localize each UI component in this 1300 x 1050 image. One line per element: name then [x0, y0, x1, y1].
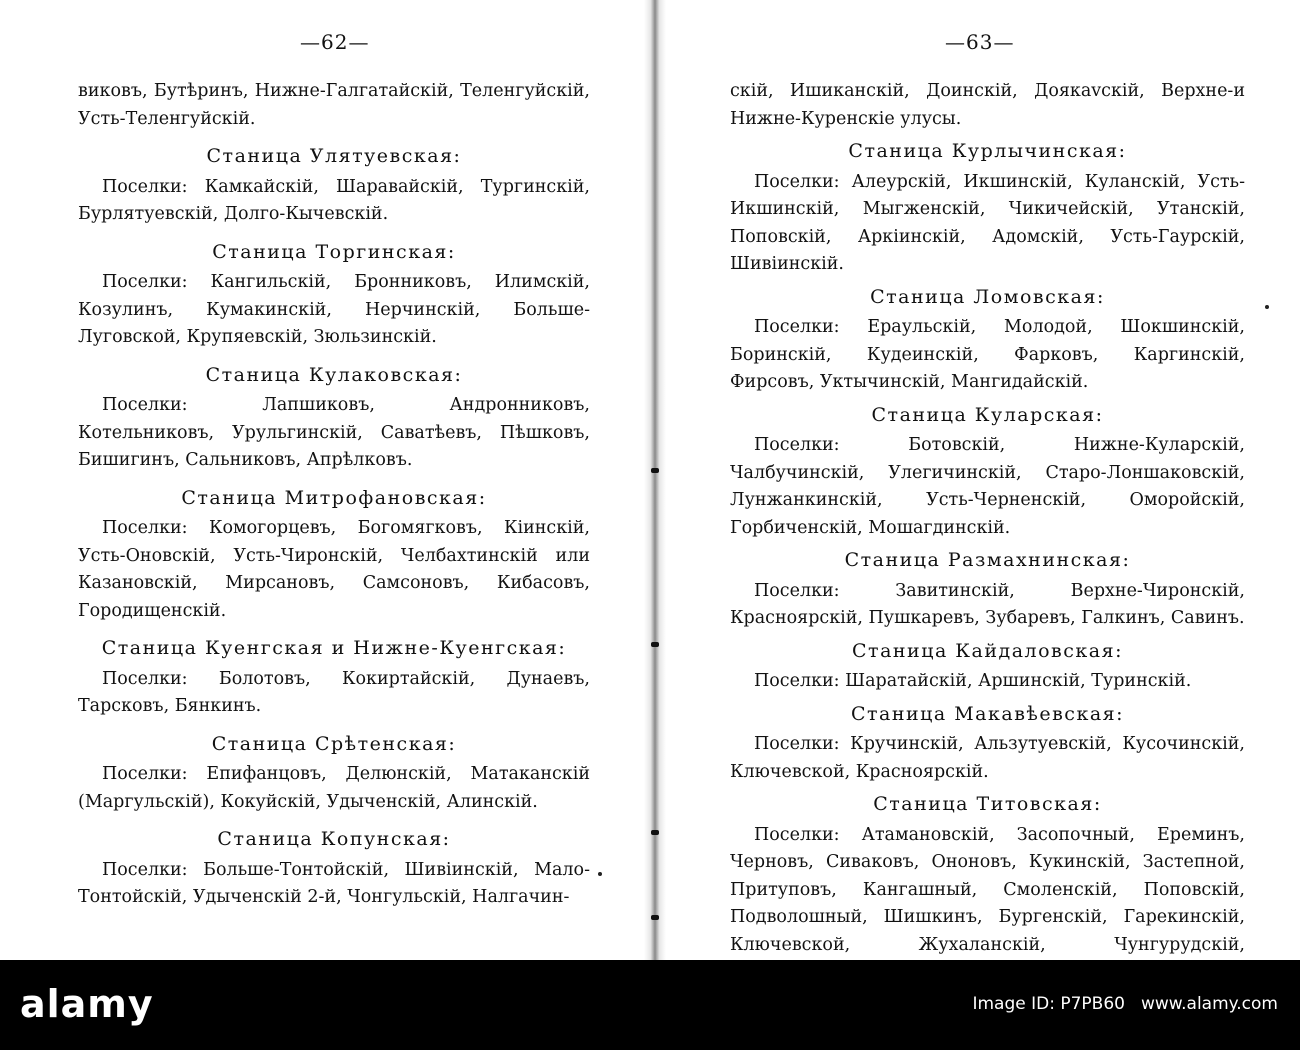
section-heading: Станица Куенгская и Нижне-Куенгская: — [101, 637, 567, 659]
section-heading: Станица Торгинская: — [212, 240, 456, 263]
section-heading: Станица Курлычинская: — [848, 140, 1127, 162]
left-page — [0, 0, 650, 960]
section-paragraph: Поселки: Ботовскій, Нижне-Куларскій, Чалбучинскій, Улегичинскій, Старо-Лоншаковскій, Лунжанкинскій, Усть-Черненскій, Оморойскій, Горбиченскій, Мошагдинскій. — [730, 435, 1245, 538]
section-paragraph: Поселки: Лапшиковъ, Андронниковъ, Котельниковъ, Урульгинскій, Саватѣевъ, Пѣшковъ, Бишигинъ, Сальниковъ, Апрѣлковъ. — [78, 395, 590, 470]
section-heading: Станица Улятуевская: — [206, 145, 462, 167]
section-paragraph: Поселки: Алеурскій, Икшинскій, Куланскій, Усть-Икшинскій, Мыгженскій, Чикичейскій, Утанскій, Поповскій, Аркiинскій, Адомскій, Усть-Гаурскій, Шивiинскій. — [730, 171, 1245, 274]
intro-paragraph: виковъ, Бутѣринъ, Нижне-Галгатайскій, Теленгуйскій, Усть-Теленгуйскій. — [78, 81, 590, 129]
section-paragraph: Поселки: Атамановскій, Засопочный, Ереминъ, Черновъ, Сиваковъ, Ононовъ, Кукинскій, Застепной, Притуповъ, Кангашный, Смоленскій, Поповскій, Подволошный, Шишкинъ, Бургенскій, Гарекинскій, Ключевской, Жухаланскій, Чунгурудскій, — [730, 824, 1245, 955]
section-paragraph: Поселки: Больше-Тонтойскій, Шивiинскій, Мало-Тонтойскій, Удыченскій 2-й, Чонгульскій, Налгачин- — [78, 859, 590, 907]
section-heading: Станица Кулаковская: — [205, 363, 463, 386]
site-url[interactable]: www.alamy.com — [1140, 994, 1278, 1014]
section-heading: Станица Титовская: — [873, 793, 1102, 815]
section-paragraph: Поселки: Шаратайскій, Аршинскій, Туринскій. — [754, 671, 1192, 691]
intro-paragraph: скій, Ишиканскій, Доинскій, Доякаvскій, Верхне-и Нижне-Куренскіе улусы. — [730, 81, 1245, 129]
page-number: —62— — [300, 30, 370, 54]
section-heading: Станица Срѣтенская: — [211, 732, 457, 755]
image-id: Image ID: P7PB60 — [972, 994, 1125, 1014]
section-heading: Станица Копунская: — [217, 828, 451, 850]
section-paragraph: Поселки: Епифанцовъ, Делюнскій, Матаканскій (Маргульскій), Кокуйскій, Удыченскій, Алинскій. — [78, 764, 590, 812]
section-paragraph: Поселки: Комогорцевъ, Богомягковъ, Кiинскій, Усть-Оновскій, Усть-Чиронскій, Челбахтинскій или Казановскій, Мирсановъ, Самсоновъ, Кибасовъ, Городищенскій. — [78, 518, 590, 621]
page-text-column — [730, 78, 1245, 987]
section-heading: Станица Кайдаловская: — [852, 639, 1123, 662]
section-heading: Станица Куларская: — [871, 403, 1104, 426]
section-paragraph: Поселки: Кангильскій, Бронниковъ, Илимскій, Козулинъ, Кумакинскій, Нерчинскій, Больше-Луговской, Крупяевскій, Зюльзинскій. — [78, 272, 590, 347]
section-paragraph: Поселки: Кручинскій, Альзутуевскій, Кусочинскій, Ключевской, Красноярскій. — [730, 734, 1245, 782]
section-paragraph: Поселки: Болотовъ, Кокиртайскій, Дунаевъ, Тарсковъ, Бянкинъ. — [78, 668, 590, 716]
page-text-column — [78, 78, 590, 912]
section-heading: Станица Размахнинская: — [844, 549, 1131, 571]
section-paragraph: Поселки: Завитинскій, Верхне-Чиронскій, Красноярскій, Пушкаревъ, Зубаревъ, Галкинъ, Савинъ. — [730, 580, 1245, 628]
section-heading: Станица Митрофановская: — [181, 486, 487, 509]
ink-speck — [1265, 305, 1269, 309]
section-paragraph: Поселки: Ераульскій, Молодой, Шокшинскій, Боринскій, Кудеинскій, Фарковъ, Каргинскій, Фирсовъ, Уктычинскій, Мангидайскій. — [730, 317, 1245, 392]
section-paragraph: Поселки: Камкайскій, Шаравайскій, Тургинскій, Бурлятуевскій, Долго-Кычевскій. — [78, 176, 590, 224]
stock-footer-bar — [0, 960, 1300, 1050]
section-heading: Станица Макавѣевская: — [850, 702, 1125, 725]
right-page — [650, 0, 1300, 960]
section-heading: Станица Ломовская: — [870, 285, 1105, 308]
alamy-logo: alamy — [20, 982, 154, 1026]
page-number: —63— — [945, 30, 1015, 54]
ink-speck — [598, 872, 602, 876]
footer-info — [972, 994, 1278, 1014]
